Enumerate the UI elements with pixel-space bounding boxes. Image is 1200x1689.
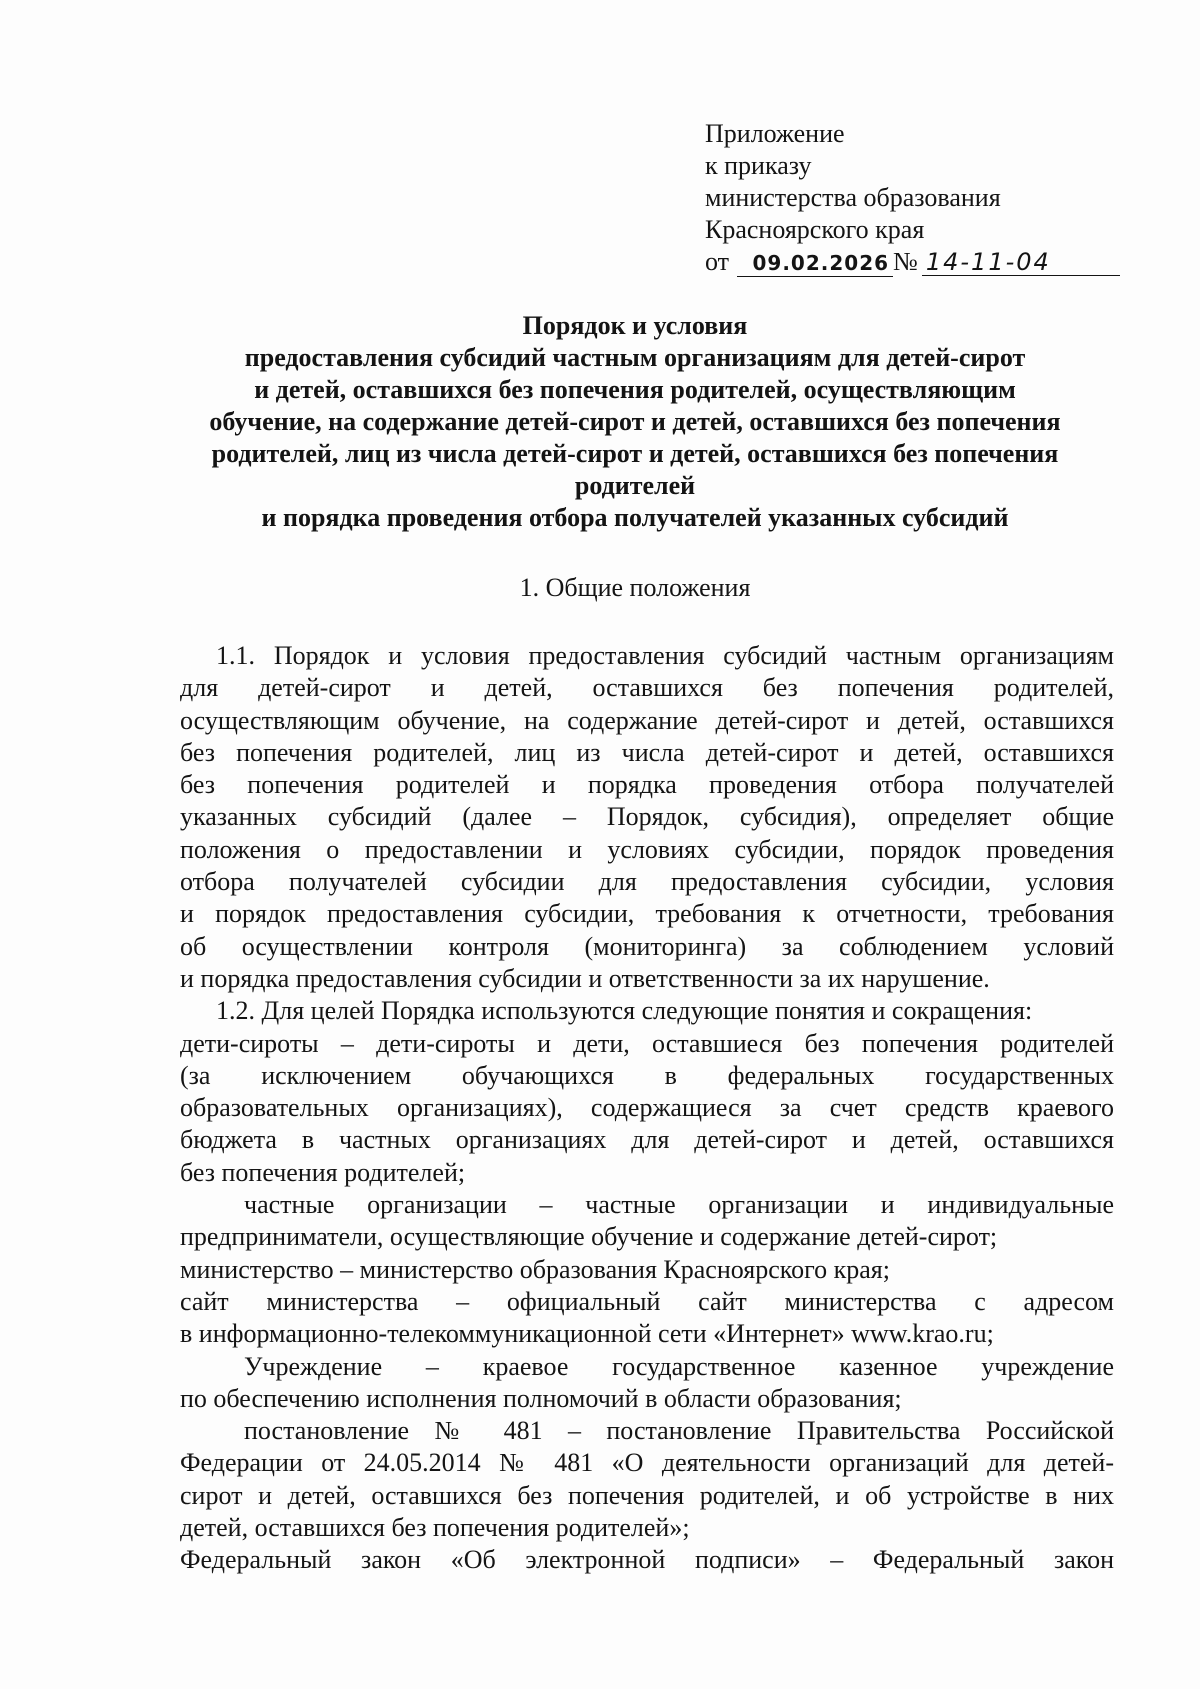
text-line: предприниматели, осуществляющие обучение и содержание детей-сирот;	[180, 1222, 998, 1252]
text-line: Учреждение – краевое государственное казенное учреждение	[244, 1351, 1114, 1381]
order-number: 14-11-04	[922, 249, 1120, 276]
text-line: дети-сироты – дети-сироты и дети, оставшиеся без попечения родителей	[180, 1028, 1114, 1058]
section-heading: 1. Общие положения	[519, 573, 751, 602]
text-line: Федеральный закон «Об электронной подписи» – Федеральный закон	[180, 1545, 1114, 1575]
appendix-line: Красноярского края	[705, 215, 925, 244]
text-line: (за исключением обучающихся в федеральных государственных	[180, 1060, 1114, 1090]
text-line: образовательных организациях), содержащиеся за счет средств краевого	[180, 1093, 1114, 1123]
text-line: и порядок предоставления субсидии, требования к отчетности, требования	[180, 899, 1114, 929]
text-line: 1.1. Порядок и условия предоставления субсидий частным организациям	[216, 641, 1114, 670]
title-line: родителей, лиц из числа детей-сирот и детей, оставшихся без попечения	[211, 439, 1059, 468]
text-line: осуществляющим обучение, на содержание детей-сирот и детей, оставшихся	[180, 705, 1114, 735]
text-line: указанных субсидий (далее – Порядок, субсидия), определяет общие	[180, 802, 1114, 832]
text-line: об осуществлении контроля (мониторинга) за соблюдением условий	[180, 931, 1114, 961]
text-line: министерство – министерство образования Красноярского края;	[180, 1254, 890, 1284]
order-date: 09.02.2026	[737, 250, 893, 277]
appendix-line: к приказу	[705, 151, 812, 180]
body-text	[180, 640, 1114, 1577]
document-title	[150, 310, 1120, 534]
text-line: в информационно-телекоммуникационной сети «Интернет» www.krao.ru;	[180, 1319, 994, 1349]
text-line: бюджета в частных организациях для детей-сирот и детей, оставшихся	[180, 1125, 1114, 1155]
text-line: детей, оставшихся без попечения родителей»;	[180, 1513, 690, 1543]
text-line: по обеспечению исполнения полномочий в области образования;	[180, 1383, 902, 1413]
text-line: для детей-сирот и детей, оставшихся без попечения родителей,	[180, 673, 1114, 703]
title-line: обучение, на содержание детей-сирот и детей, оставшихся без попечения	[209, 407, 1061, 436]
number-prefix: №	[893, 247, 918, 276]
text-line: сайт министерства – официальный сайт министерства с адресом	[180, 1286, 1114, 1316]
title-line: родителей	[574, 471, 696, 500]
title-line: Порядок и условия	[522, 311, 748, 340]
appendix-block	[705, 118, 1125, 278]
date-prefix: от	[705, 247, 730, 276]
title-line: предоставления субсидий частным организациям для детей-сирот	[244, 343, 1026, 372]
text-line: постановление № 481 – постановление Правительства Российской	[244, 1416, 1114, 1446]
text-line: Федерации от 24.05.2014 № 481 «О деятельности организаций для детей-	[180, 1448, 1114, 1478]
text-line: положения о предоставлении и условиях субсидии, порядок проведения	[180, 834, 1114, 864]
text-line: сирот и детей, оставшихся без попечения родителей, и об устройстве в них	[180, 1480, 1114, 1510]
text-line: отбора получателей субсидии для предоставления субсидии, условия	[180, 867, 1114, 897]
text-line: 1.2. Для целей Порядка используются следующие понятия и сокращения:	[216, 996, 1033, 1026]
appendix-line: Приложение	[705, 119, 845, 148]
appendix-line: министерства образования	[705, 183, 1001, 212]
order-date-line	[705, 246, 1125, 278]
text-line: и порядка предоставления субсидии и ответственности за их нарушение.	[180, 963, 990, 993]
title-line: и порядка проведения отбора получателей указанных субсидий	[261, 503, 1009, 532]
text-line: без попечения родителей, лиц из числа детей-сирот и детей, оставшихся	[180, 737, 1114, 767]
title-line: и детей, оставшихся без попечения родителей, осуществляющим	[254, 375, 1016, 404]
text-line: без попечения родителей и порядка проведения отбора получателей	[180, 770, 1114, 800]
text-line: без попечения родителей;	[180, 1157, 466, 1187]
text-line: частные организации – частные организации и индивидуальные	[244, 1190, 1114, 1220]
